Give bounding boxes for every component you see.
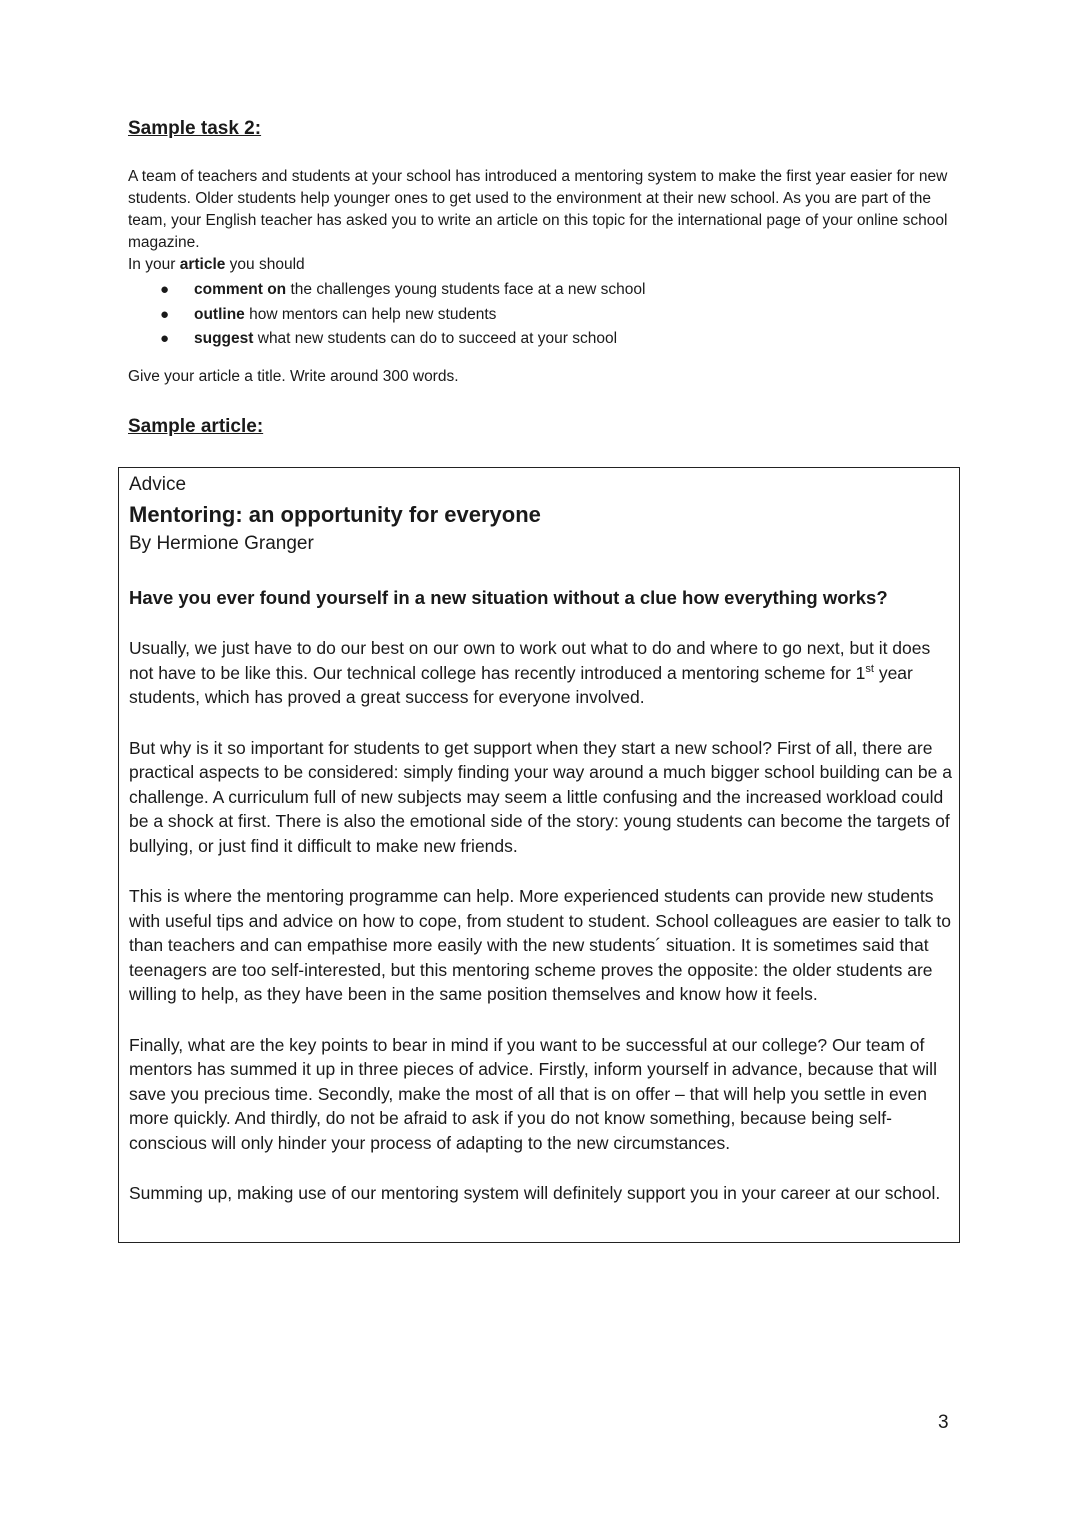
bullet-text: the challenges young students face at a new school: [286, 281, 646, 298]
p1-before: Usually, we just have to do our best on our own to work out what to do and where to go next, but it does not have to be like this. Our technical college has recently introduced a mentoring scheme for 1: [129, 638, 931, 683]
bullet-bold: outline: [194, 305, 245, 323]
article-paragraph-1: [129, 636, 955, 710]
page-number: 3: [938, 1412, 949, 1433]
article-paragraph-5: Summing up, making use of our mentoring system will definitely support you in your career at our school.: [129, 1183, 941, 1203]
list-item: [160, 327, 920, 352]
task-bullet-list: [160, 278, 920, 352]
bullet-text: what new students can do to succeed at your school: [253, 330, 618, 347]
instruction-bold: article: [179, 256, 226, 273]
bullet-text: how mentors can help new students: [244, 305, 497, 323]
article-content: [129, 474, 955, 1206]
article-section-label: Advice: [129, 474, 187, 495]
list-item: [160, 303, 920, 328]
article-lead: Have you ever found yourself in a new situation without a clue how everything works?: [129, 587, 888, 608]
task-intro: [128, 166, 958, 276]
bullet-icon: ●: [160, 305, 170, 323]
instruction-suffix: you should: [225, 256, 305, 273]
list-item: [160, 278, 920, 303]
article-byline: By Hermione Granger: [129, 533, 314, 554]
bullet-bold: suggest: [194, 330, 254, 347]
bullet-icon: ●: [160, 330, 170, 347]
article-box: [118, 467, 960, 1243]
article-paragraph-2: But why is it so important for students to get support when they start a new school? First of all, there are practical aspects to be considered: simply finding your way around a much bigger school building can be a challenge. A curriculum full of new subjects may seem a little confusing and the increased workload could be a shock at first. There is also the emotional side of the story: young students can become the targets of bullying, or just find it difficult to make new friends.: [129, 737, 952, 856]
p1-superscript: st: [865, 662, 874, 675]
sample-article-heading: Sample article:: [128, 416, 264, 437]
article-paragraph-4: Finally, what are the key points to bear in mind if you want to be successful at our college? Our team of mentors has summed it up in three pieces of advice. Firstly, inform yourself in advance, because that will save you precious time. Secondly, make the most of all that is on offer – that will help you settle in even more quickly. And thirdly, do not be afraid to ask if you do not know something, because being self-conscious will only hinder your process of adapting to the new circumstances.: [129, 1034, 937, 1153]
bullet-icon: ●: [160, 281, 170, 298]
p1-after: year students, which has proved a great success for everyone involved.: [129, 662, 913, 707]
bullet-bold: comment on: [194, 281, 287, 298]
article-paragraph-3: This is where the mentoring programme can help. More experienced students can provide new students with useful tips and advice on how to cope, from student to student. School colleagues are easier to talk to than teachers and can empathise more easily with the new students´ situation. It is sometimes said that teenagers are too self-interested, but this mentoring scheme proves the opposite: the older students are willing to help, as they have been in the same position themselves and know how it feels.: [129, 886, 952, 1004]
task-heading: Sample task 2:: [128, 118, 262, 139]
article-title: Mentoring: an opportunity for everyone: [129, 502, 541, 527]
instruction-prefix: In your: [128, 256, 180, 273]
task-closing: Give your article a title. Write around 300 words.: [128, 368, 459, 385]
task-intro-text: A team of teachers and students at your school has introduced a mentoring system to make the first year easier for new students. Older students help younger ones to get used to the environment at their new school. As you are part of the team, your English teacher has asked you to write an article on this topic for the international page of your online school magazine.: [128, 168, 948, 251]
